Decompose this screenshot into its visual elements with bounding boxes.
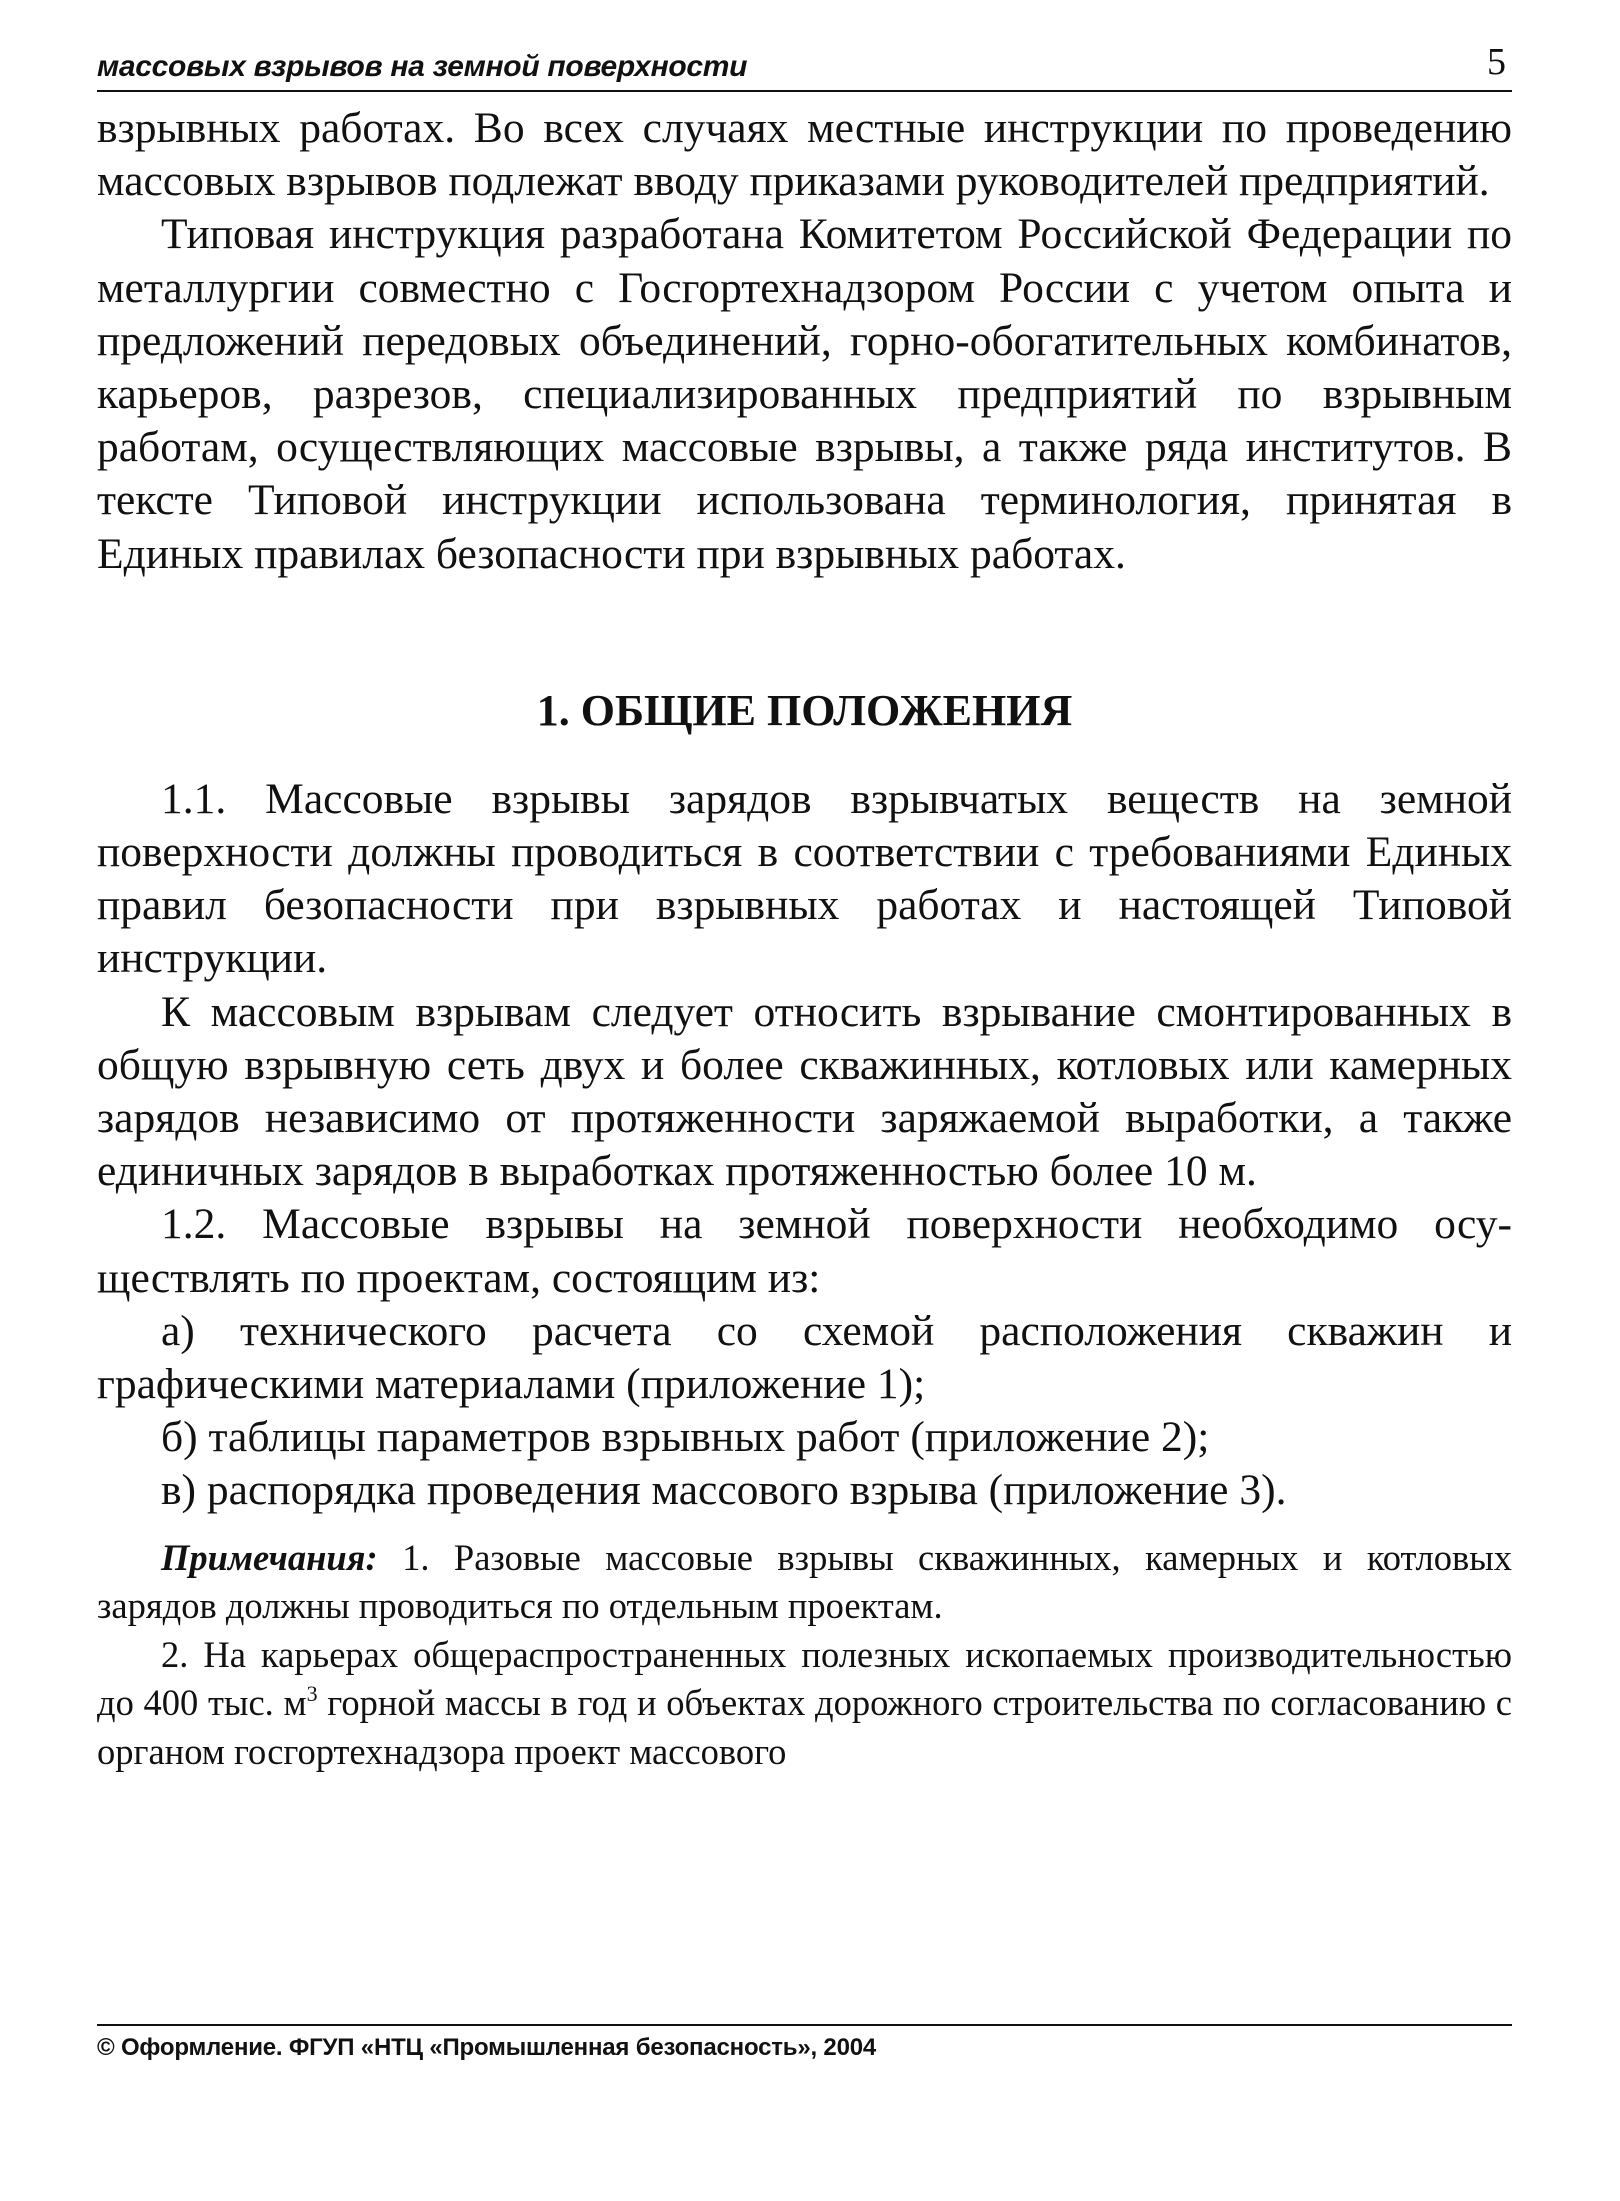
clause-1-1-definition: К массовым взрывам следует относить взрывание смонтированных в общую взрывную сеть двух и более скважинных, котловых или камерных зарядов независимо от протяженности заряжаемой выработки, а также единичных зарядов в выработках протяженностью более 10 м. — [97, 987, 1512, 1196]
note-2 — [97, 1631, 1512, 1777]
superscript-3: 3 — [306, 1681, 318, 1707]
running-header — [97, 40, 1512, 92]
note-2-text-start: 2. На карьерах общераспространенных полезных ископаемых производительностью до 400 тыс. м — [97, 1633, 1512, 1724]
page-footer — [97, 2024, 1512, 2062]
running-title: массовых взрывов на земной поверхности — [97, 50, 748, 83]
note-1-text: 1. Разовые массовые взрывы скважинных, камерных и котловых зарядов должны проводиться по отдельным проектам. — [97, 1536, 1512, 1627]
clause-1-1: 1.1. Массовые взрывы зарядов взрывчатых веществ на земной поверхности должны проводиться в соответствии с требованиями Единых правил безопасности при взрывных работах и настоящей Типовой инструкции. — [97, 774, 1512, 983]
clause-1-2: 1.2. Массовые взрывы на земной поверхности необходимо осуществлять по проектам, состоящим из: — [97, 1200, 1512, 1302]
list-item-c: в) распорядка проведения массового взрыва (приложение 3). — [161, 1466, 1287, 1515]
body-text — [97, 102, 1512, 1776]
list-item-b: б) таблицы параметров взрывных работ (приложение 2); — [161, 1413, 1210, 1462]
paragraph-typical-instruction: Типовая инструкция разработана Комитетом Российской Федерации по металлургии совместно с Госгортехнадзором России с учетом опыта и предложений передовых объединений, горно-обогатительных комбинатов, карьеров, разрезов, специализированных предприятий по взрывным работам, осуществляющих массовые взрывы, а также ряда институтов. В тексте Типовой инструкции использована терминология, принятая в Единых правилах безопасности при взрывных работах. — [97, 210, 1512, 578]
copyright-notice: © Оформление. ФГУП «НТЦ «Промышленная безопасность», 2004 — [97, 2034, 877, 2061]
notes-block — [97, 1534, 1512, 1777]
page-number: 5 — [1487, 41, 1506, 83]
note-1 — [97, 1534, 1512, 1631]
notes-label: Примечания: — [161, 1536, 378, 1578]
paragraph-continuation: взрывных работах. Во всех случаях местные инструкции по проведению массовых взрывов подлежат вводу приказами руководителей предприятий. — [97, 104, 1512, 206]
section-heading: 1. ОБЩИЕ ПОЛОЖЕНИЯ — [536, 685, 1073, 735]
note-2-text-end: горной массы в год и объектах дорожного строительства по согласованию с органом госгортехнадзора проект массового — [97, 1682, 1512, 1772]
list-item-a: а) технического расчета со схемой расположения скважин и графическими материалами (приложение 1); — [97, 1306, 1512, 1409]
